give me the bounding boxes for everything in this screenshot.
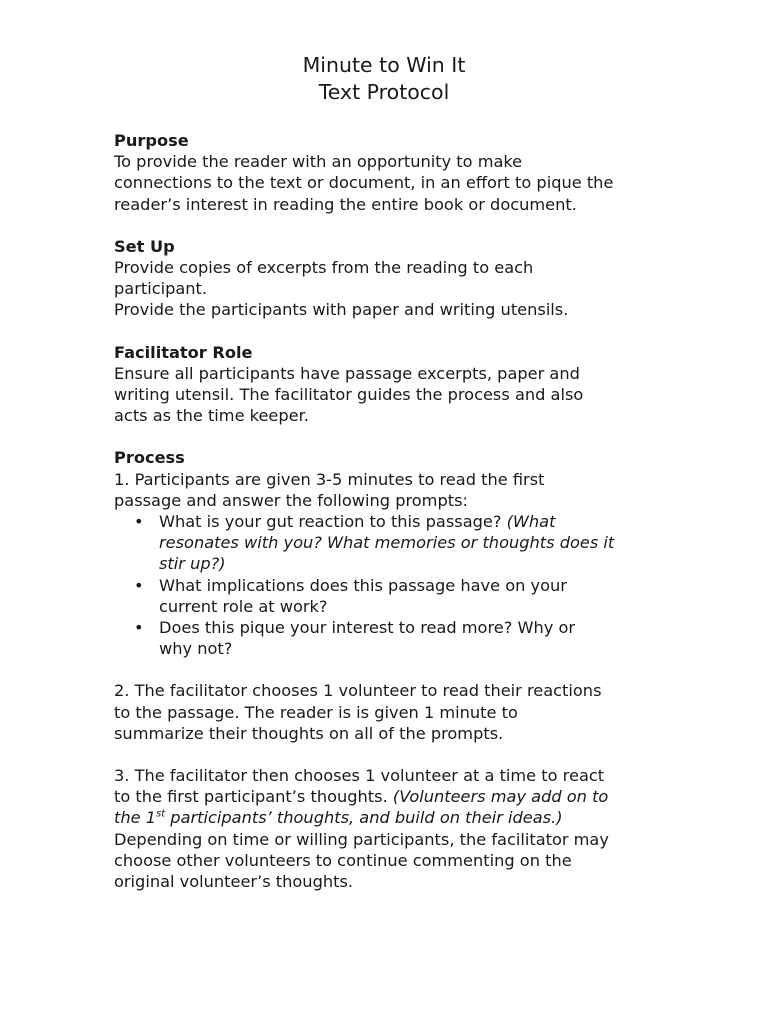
step-3-line: Depending on time or willing participants, the facilitator may — [114, 829, 609, 849]
process-heading: Process — [114, 448, 185, 468]
purpose-heading: Purpose — [114, 131, 189, 150]
bullet-icon: • — [134, 618, 144, 638]
prompt-note: stir up?) — [159, 554, 226, 574]
setup-section — [114, 236, 659, 321]
bullet-icon: • — [134, 575, 144, 595]
prompt-note: resonates with you? What memories or thoughts does it — [159, 533, 615, 553]
step-3-text: to the first participant’s thoughts. — [114, 787, 393, 807]
title-line-1: Minute to Win It — [302, 53, 466, 77]
prompt-text: why not? — [159, 639, 233, 659]
purpose-line: To provide the reader with an opportunity to make — [114, 152, 523, 172]
step-1-line: passage and answer the following prompts: — [114, 490, 468, 510]
step-3-note: the 1 — [114, 808, 157, 828]
facilitator-role-line: acts as the time keeper. — [114, 406, 309, 426]
facilitator-role-section — [114, 342, 659, 427]
step-1-line: 1. Participants are given 3-5 minutes to read the first — [114, 469, 545, 489]
facilitator-role-line: writing utensil. The facilitator guides the process and also — [114, 385, 584, 405]
document-title — [114, 52, 654, 106]
bullet-icon: • — [134, 512, 144, 532]
facilitator-role-heading: Facilitator Role — [114, 342, 253, 362]
setup-line: Provide copies of excerpts from the reading to each — [114, 258, 534, 278]
prompt-text: Does this pique your interest to read more? Why or — [159, 618, 576, 638]
purpose-line: connections to the text or document, in an effort to pique the — [114, 173, 614, 193]
step-2-line: to the passage. The reader is is given 1 minute to — [114, 702, 518, 722]
prompt-text: current role at work? — [159, 596, 328, 616]
setup-line: participant. — [114, 279, 208, 299]
process-section — [114, 447, 659, 892]
step-3-note: (Volunteers may add on to — [392, 787, 609, 807]
prompt-item — [114, 617, 659, 659]
step-2-line: 2. The facilitator chooses 1 volunteer to read their reactions — [114, 681, 602, 701]
purpose-section — [114, 130, 659, 215]
prompt-text: What implications does this passage have on your — [159, 575, 567, 595]
step-3-note: participants’ thoughts, and build on their ideas.) — [165, 808, 563, 828]
prompt-list — [114, 511, 659, 659]
setup-line: Provide the participants with paper and writing utensils. — [114, 300, 569, 320]
purpose-line: reader’s interest in reading the entire book or document. — [114, 194, 577, 214]
facilitator-role-line: Ensure all participants have passage excerpts, paper and — [114, 363, 580, 383]
prompt-item — [114, 511, 659, 575]
title-line-2: Text Protocol — [318, 80, 450, 104]
ordinal-suffix: st — [156, 809, 166, 821]
prompt-text: What is your gut reaction to this passage? — [159, 512, 507, 532]
step-3-line: original volunteer’s thoughts. — [114, 872, 354, 892]
step-3-line: 3. The facilitator then chooses 1 volunteer at a time to react — [114, 766, 605, 786]
step-3-line: choose other volunteers to continue commenting on the — [114, 850, 572, 870]
prompt-item — [114, 575, 659, 617]
prompt-note: (What — [506, 512, 556, 532]
setup-heading: Set Up — [114, 236, 175, 256]
step-2-line: summarize their thoughts on all of the prompts. — [114, 723, 504, 743]
